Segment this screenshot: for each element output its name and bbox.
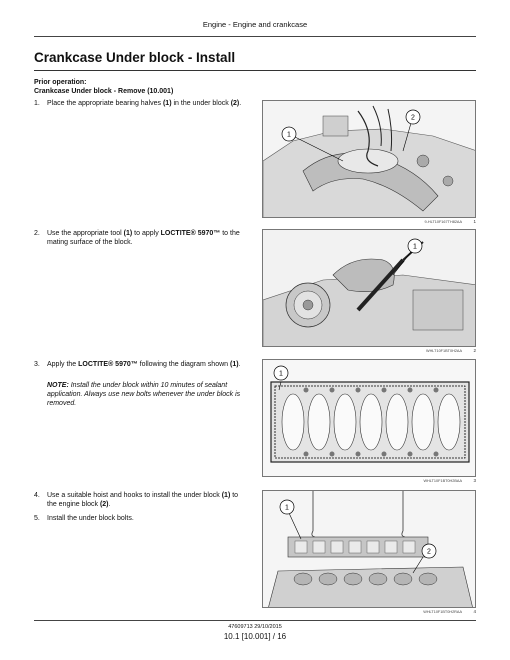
figure-number: 2 [473,348,476,353]
figure-3-callout-1: 1 [279,370,283,378]
step-number: 1. [34,100,40,107]
page-header: Engine - Engine and crankcase [202,20,308,29]
note-label: NOTE: [47,382,69,389]
page-title: Crankcase Under block - Install [34,50,236,65]
figure-2-image [262,229,476,347]
step-number: 5. [34,515,40,522]
figure-4-image [262,490,476,608]
step-number: 2. [34,230,40,237]
figure-caption: WHLT10F1BT0H2AA [425,349,462,353]
figure-4-callout-1: 1 [285,504,289,512]
footer-page-number: 10.1 [10.001] / 16 [223,632,287,641]
step-5 [34,514,248,523]
figure-3-image [262,359,476,477]
figure-number: 3 [473,478,476,483]
step-text: Install the under block bolts. [47,515,134,522]
step-text: Place the appropriate bearing halves (1) in the under block (2). [47,100,242,107]
prior-operation [34,78,173,96]
header-rule [34,36,476,37]
step-number: 3. [34,361,40,368]
step-text: Use a suitable hoist and hooks to install the under block (1) to the engine block (2). [47,492,239,508]
figure-caption: WHLT10F1BT0H2RAA [423,610,462,614]
figure-caption: WHLT10F1BT0H2BAA [423,479,462,483]
step-3 [34,360,248,369]
figure-1 [262,100,476,228]
figure-2 [262,229,476,357]
figure-4-callout-2: 2 [427,548,431,556]
step-2 [34,229,248,247]
figure-caption: 9-HLT10F167TH82AA [424,220,462,224]
step-text: Apply the LOCTITE® 5970™ following the diagram shown (1). [47,361,241,368]
figure-2-callout-1: 1 [413,243,417,251]
step-1 [34,99,248,108]
figure-3 [262,359,476,487]
step-4 [34,491,248,509]
step-number: 4. [34,492,40,499]
footer-doc-id: 47609713 29/10/2015 [228,624,282,630]
note [47,381,247,408]
figure-4 [262,490,476,618]
footer-rule [34,620,476,621]
figure-1-image [262,100,476,218]
step-text: Use the appropriate tool (1) to apply LOCTITE® 5970™ to the mating surface of the block. [47,230,240,246]
prior-operation-link[interactable]: Crankcase Under block - Remove (10.001) [34,88,174,95]
title-rule [34,70,476,71]
figure-number: 1 [473,219,476,224]
figure-1-callout-2: 2 [411,114,415,122]
prior-operation-label: Prior operation: [34,79,87,86]
note-text: Install the under block within 10 minutes of sealant application. Always use new bolts whenever the under block is removed. [47,382,241,407]
figure-number: 4 [473,609,476,614]
figure-1-callout-1: 1 [287,131,291,139]
